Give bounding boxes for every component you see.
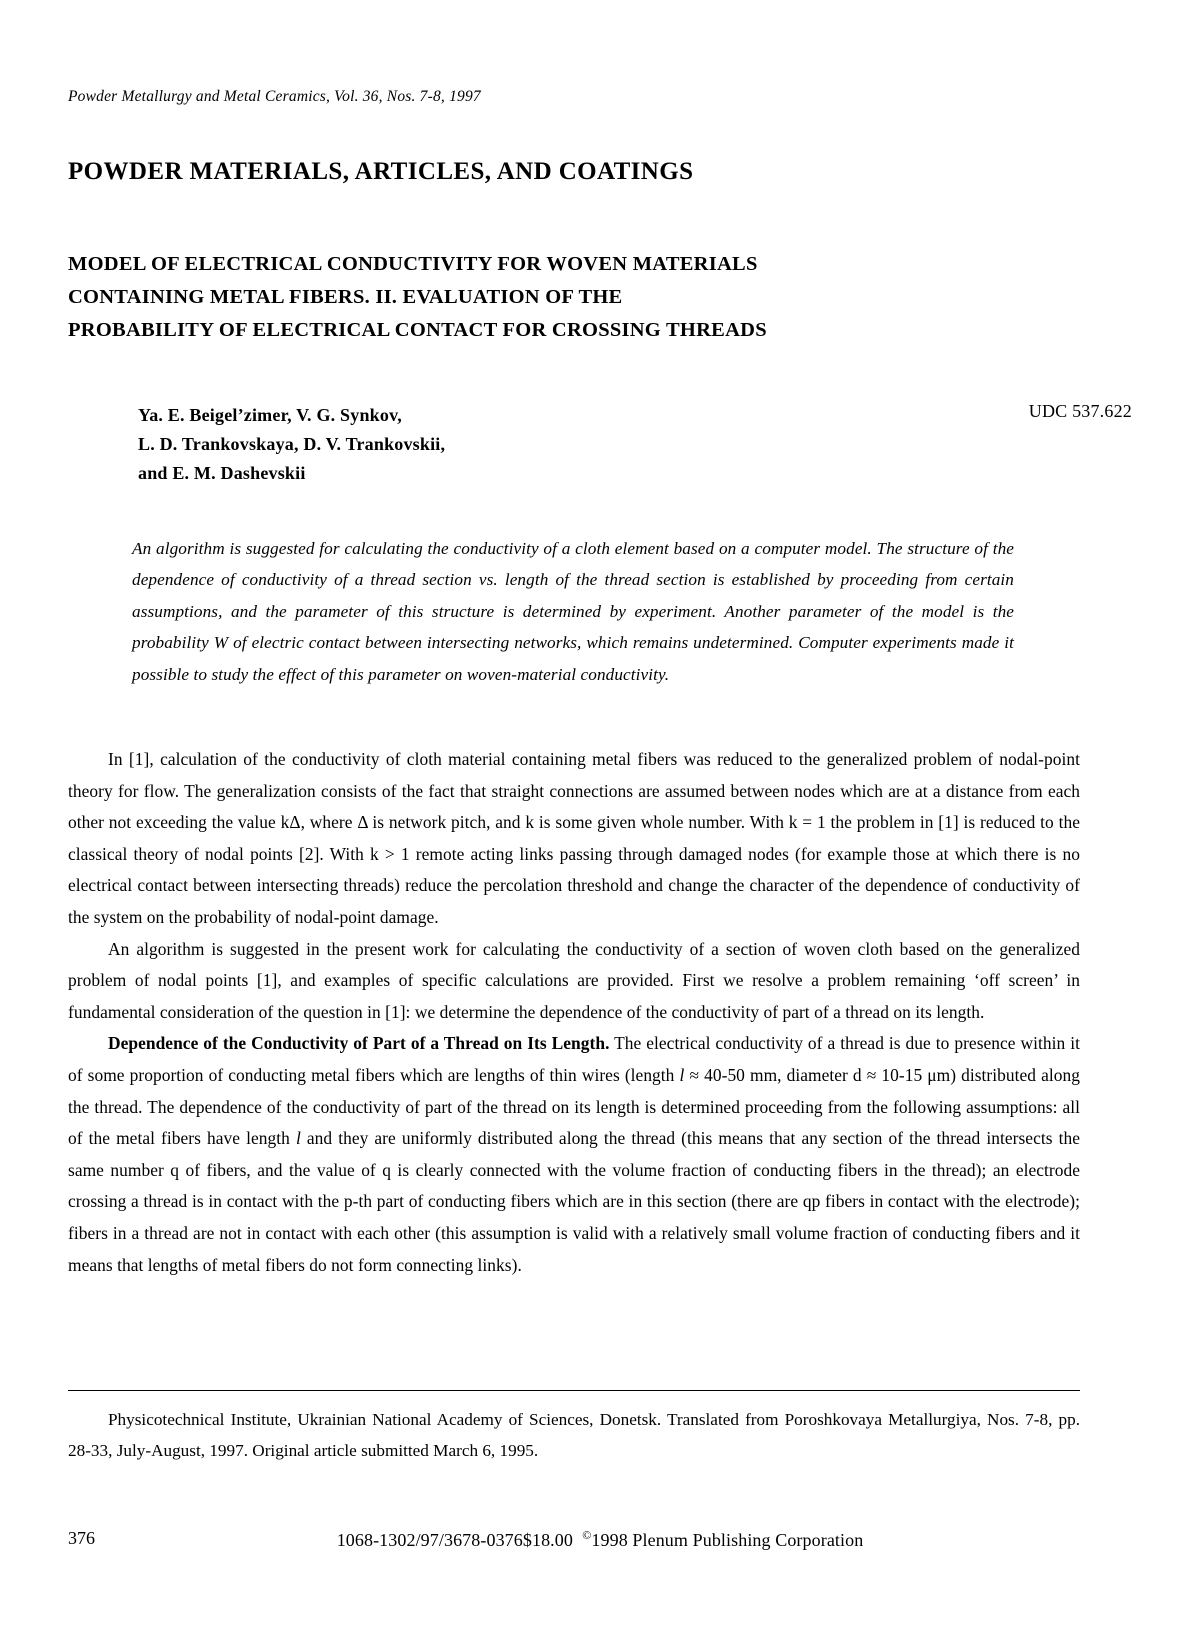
body-paragraph-3-part-b: ≈ 40-50 mm, diameter d ≈ 10-15 μm) distributed along the thread. The dependence of the conductivity of part of the thread on its length is determined proceeding from the following assumptions: all of the metal fibers have length [68,1064,1080,1149]
author-line-3: and E. M. Dashevskii [138,463,306,483]
footnote [68,1404,1080,1467]
runin-heading: Dependence of the Conductivity of Part of a Thread on Its Length. [108,1033,610,1054]
article-title-line-2: CONTAINING METAL FIBERS. II. EVALUATION OF THE [68,286,623,308]
udc-code: UDC 537.622 [1028,401,1132,421]
body-paragraph-3-part-c: and they are uniformly distributed along the thread (this means that any section of the thread intersects the same number q of fibers, and the value of q is clearly connected with the volume fraction of conducting fibers in the thread); an electrode crossing a thread is in contact with the p-th part of conducting fibers which are in this section (there are qp fibers in contact with the electrode); fibers in a thread are not in contact with each other (this assumption is valid with a relatively small volume fraction of conducting fibers and it means that lengths of metal fibers do not form connecting links). [68,1128,1080,1275]
imprint-line [0,1528,1200,1551]
body-text [68,744,1080,1281]
body-paragraph-2: An algorithm is suggested in the present work for calculating the conductivity of a section of woven cloth based on the generalized problem of nodal points [1], and examples of specific calculations are provided. First we resolve a problem remaining ‘off screen’ in fundamental consideration of the question in [1]: we determine the dependence of the conductivity of part of a thread on its length. [68,938,1080,1022]
abstract: An algorithm is suggested for calculating the conductivity of a cloth element based on a computer model. The structure of the dependence of conductivity of a thread section vs. length of the thread section is established by proceeding from certain assumptions, and the parameter of this structure is determined by experiment. Another parameter of the model is the probability W of electric contact between intersecting networks, which remains undetermined. Computer experiments made it possible to study the effect of this parameter on woven-material conductivity. [132,539,1014,684]
author-line-2: L. D. Trankovskaya, D. V. Trankovskii, [138,434,446,454]
article-title [68,248,908,347]
author-line-1: Ya. E. Beigel’zimer, V. G. Synkov, [138,405,402,425]
symbol-length-1: l [679,1064,685,1085]
imprint-issn: 1068-1302/97/3678-0376$18.00 [336,1530,573,1550]
footnote-text: Physicotechnical Institute, Ukrainian National Academy of Sciences, Donetsk. Translated from Poroshkovaya Metallurgiya, Nos. 7-8, pp. 28-33, July-August, 1997. Original article submitted March 6, 1995. [68,1410,1080,1461]
body-paragraph-1: In [1], calculation of the conductivity of cloth material containing metal fibers was reduced to the generalized problem of nodal-point theory for flow. The generalization consists of the fact that straight connections are assumed between nodes which are at a distance from each other not exceeding the value kΔ, where Δ is network pitch, and k is some given whole number. With k = 1 the problem in [1] is reduced to the classical theory of nodal points [2]. With k > 1 remote acting links passing through damaged nodes (for example those at which there is no electrical contact between intersecting threads) reduce the percolation threshold and change the character of the dependence of conductivity of the system on the probability of nodal-point damage. [68,749,1080,927]
section-header: POWDER MATERIALS, ARTICLES, AND COATINGS [68,158,694,185]
body-paragraph-3-part-a: The electrical conductivity of a thread is due to presence within it of some proportion of conducting metal fibers which are lengths of thin wires (length [68,1033,1080,1085]
footnote-rule [68,1390,1080,1391]
author-list [138,401,445,488]
page-number: 376 [68,1528,95,1548]
imprint-publisher: 1998 Plenum Publishing Corporation [591,1530,864,1550]
running-head: Powder Metallurgy and Metal Ceramics, Vol. 36, Nos. 7-8, 1997 [68,88,481,105]
symbol-length-2: l [295,1128,301,1149]
article-title-line-3: PROBABILITY OF ELECTRICAL CONTACT FOR CROSSING THREADS [68,319,767,341]
body-paragraph-3 [68,1028,1080,1281]
article-title-line-1: MODEL OF ELECTRICAL CONDUCTIVITY FOR WOVEN MATERIALS [68,253,758,275]
copyright-icon: © [582,1528,592,1542]
